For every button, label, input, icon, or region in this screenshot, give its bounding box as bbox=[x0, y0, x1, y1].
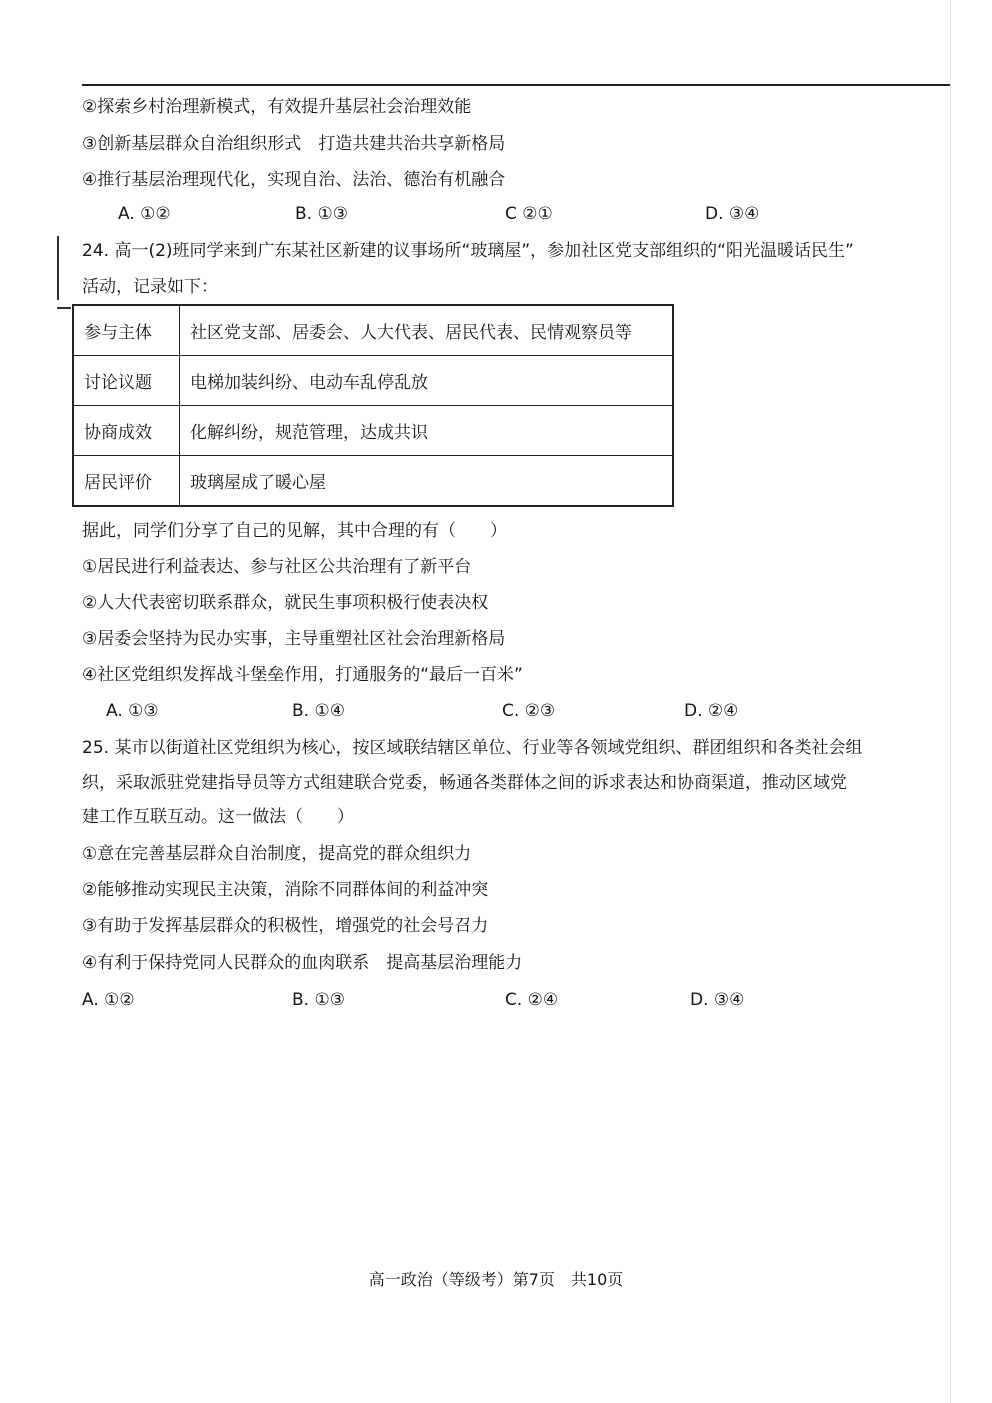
q25-option-b: B. ①③ bbox=[292, 990, 345, 1010]
page-footer: 高一政治（等级考）第7页 共10页 bbox=[368, 1270, 624, 1289]
table-value: 玻璃屋成了暖心屋 bbox=[180, 456, 674, 507]
q25-option-d: D. ③④ bbox=[690, 990, 745, 1010]
q23-item-3: ③创新基层群众自治组织形式 打造共建共治共享新格局 bbox=[82, 134, 506, 154]
table-key: 参与主体 bbox=[73, 305, 180, 356]
q25-stem-line1: 25. 某市以街道社区党组织为核心，按区域联结辖区单位、行业等各领域党组织、群团组织和各类社会组 bbox=[82, 738, 863, 758]
q23-item-2: ②探索乡村治理新模式，有效提升基层社会治理效能 bbox=[82, 97, 472, 117]
table-value: 电梯加装纠纷、电动车乱停乱放 bbox=[180, 356, 674, 406]
table-row bbox=[73, 356, 673, 406]
table-key: 居民评价 bbox=[73, 456, 180, 507]
table-value: 社区党支部、居委会、人大代表、居民代表、民情观察员等 bbox=[180, 305, 674, 356]
table-key: 讨论议题 bbox=[73, 356, 180, 406]
q25-stem-line3: 建工作互联互动。这一做法（ ） bbox=[82, 807, 354, 827]
table-row bbox=[73, 305, 673, 356]
q24-option-c: C. ②③ bbox=[502, 701, 556, 721]
q24-stem-line1: 24. 高一(2)班同学来到广东某社区新建的议事场所“玻璃屋”，参加社区党支部组织的“阳光温暖话民生” bbox=[82, 241, 854, 261]
q23-item-4: ④推行基层治理现代化，实现自治、法治、德治有机融合 bbox=[82, 170, 506, 190]
q25-item-4: ④有利于保持党同人民群众的血肉联系 提高基层治理能力 bbox=[82, 953, 523, 973]
table-value: 化解纠纷，规范管理，达成共识 bbox=[180, 406, 674, 456]
top-rule bbox=[82, 84, 950, 86]
q23-option-c: C ②① bbox=[505, 204, 553, 224]
q23-option-b: B. ①③ bbox=[295, 204, 348, 224]
q24-stem-line2: 活动，记录如下： bbox=[82, 277, 218, 297]
q24-prompt: 据此，同学们分享了自己的见解，其中合理的有（ ） bbox=[82, 521, 507, 541]
q24-item-2: ②人大代表密切联系群众，就民生事项积极行使表决权 bbox=[82, 593, 489, 613]
q23-option-d: D. ③④ bbox=[705, 204, 760, 224]
table-row bbox=[73, 456, 673, 507]
q24-item-1: ①居民进行利益表达、参与社区公共治理有了新平台 bbox=[82, 557, 472, 577]
q24-item-4: ④社区党组织发挥战斗堡垒作用，打通服务的“最后一百米” bbox=[82, 665, 523, 685]
q24-option-d: D. ②④ bbox=[684, 701, 739, 721]
q25-item-3: ③有助于发挥基层群众的积极性，增强党的社会号召力 bbox=[82, 916, 489, 936]
q25-item-2: ②能够推动实现民主决策，消除不同群体间的利益冲突 bbox=[82, 880, 489, 900]
q24-option-b: B. ①④ bbox=[292, 701, 345, 721]
q25-item-1: ①意在完善基层群众自治制度，提高党的群众组织力 bbox=[82, 844, 472, 864]
q25-option-c: C. ②④ bbox=[505, 990, 559, 1010]
table-key: 协商成效 bbox=[73, 406, 180, 456]
page-edge bbox=[950, 0, 951, 1403]
q23-option-a: A. ①② bbox=[118, 204, 171, 224]
table-row bbox=[73, 406, 673, 456]
q25-option-a: A. ①② bbox=[82, 990, 135, 1010]
q25-stem-line2: 织，采取派驻党建指导员等方式组建联合党委，畅通各类群体之间的诉求表达和协商渠道，推动区域党 bbox=[82, 773, 847, 793]
q24-item-3: ③居委会坚持为民办实事，主导重塑社区社会治理新格局 bbox=[82, 629, 506, 649]
q24-record-table bbox=[72, 304, 674, 507]
q24-option-a: A. ①③ bbox=[106, 701, 159, 721]
margin-tick bbox=[57, 307, 71, 309]
margin-mark bbox=[57, 236, 59, 300]
